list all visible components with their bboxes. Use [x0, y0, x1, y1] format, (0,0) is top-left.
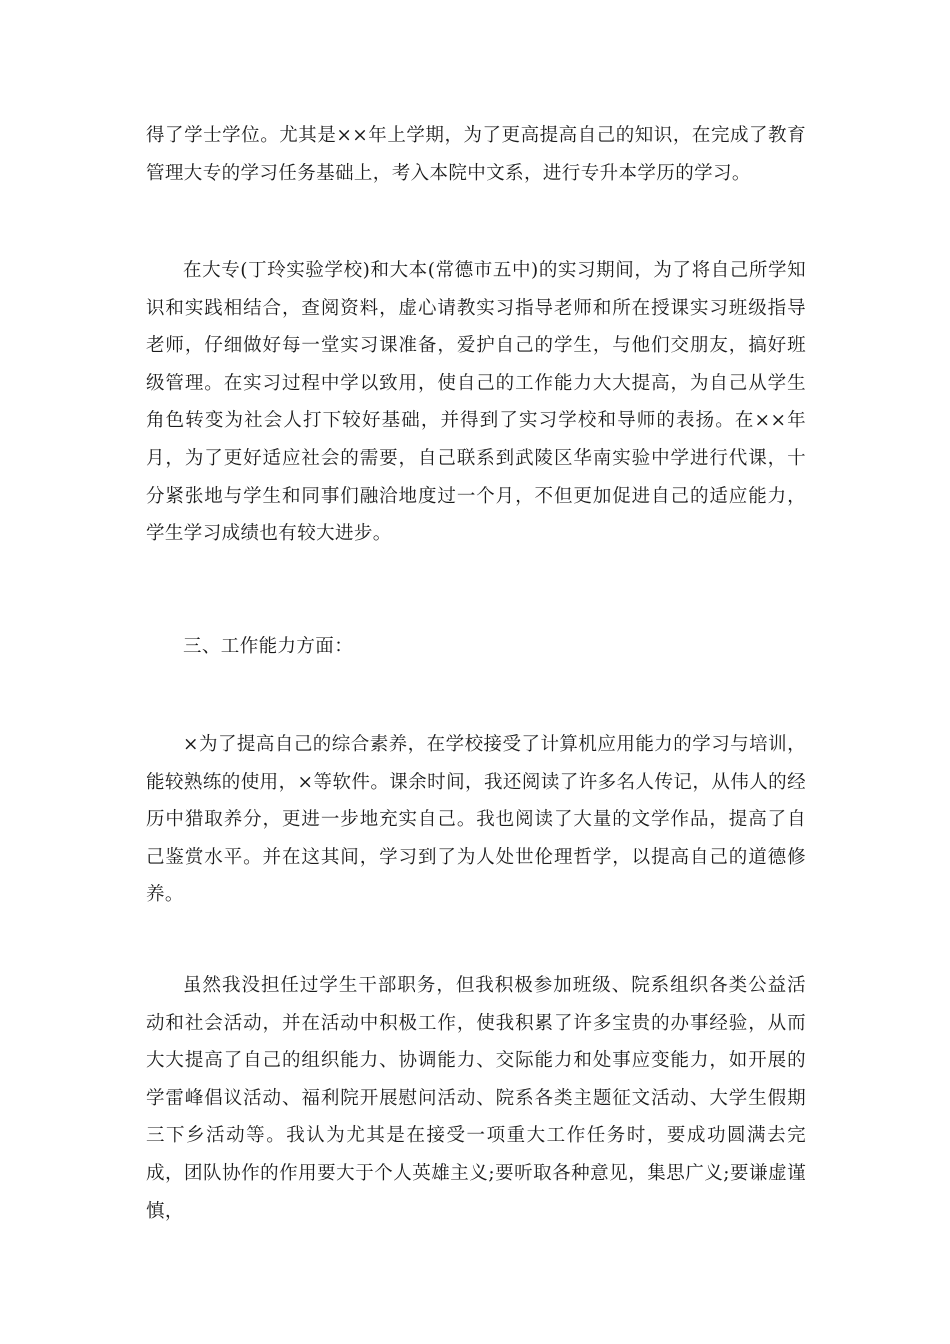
paragraph-computer-skills: ×为了提高自己的综合素养，在学校接受了计算机应用能力的学习与培训，能较熟练的使用，×等软件。课余时间，我还阅读了许多名人传记，从伟人的经历中猎取养分，更进一步地充实自己。我也阅读了大量的文学作品，提高了自己鉴赏水平。并在这其间，学习到了为人处世伦理哲学，以提高自己的道德修养。 [146, 734, 806, 906]
paragraph-internship: 在大专(丁玲实验学校)和大本(常德市五中)的实习期间，为了将自己所学知识和实践相结合，查阅资料，虚心请教实习指导老师和所在授课实习班级指导老师，仔细做好每一堂实习课准备，爱护自己的学生，与他们交朋友，搞好班级管理。在实习过程中学以致用，使自己的工作能力大大提高，为自己从学生角色转变为社会人打下较好基础，并得到了实习学校和导师的表扬。在××年月，为了更好适应社会的需要，自己联系到武陵区华南实验中学进行代课，十分紧张地与学生和同事们融洽地度过一个月，不但更加促进自己的适应能力，学生学习成绩也有较大进步。 [146, 260, 806, 545]
paragraph-activities: 虽然我没担任过学生干部职务，但我积极参加班级、院系组织各类公益活动和社会活动，并在活动中积极工作，使我积累了许多宝贵的办事经验，从而大大提高了自己的组织能力、协调能力、交际能力和处事应变能力，如开展的学雷峰倡议活动、福利院开展慰问活动、院系各类主题征文活动、大学生假期三下乡活动等。我认为尤其是在接受一项重大工作任务时，要成功圆满去完成，团队协作的作用要大于个人英雄主义;要听取各种意见，集思广义;要谦虚谨慎， [146, 975, 806, 1222]
paragraph-degree-continuation: 得了学士学位。尤其是××年上学期，为了更高提高自己的知识，在完成了教育管理大专的学习任务基础上，考入本院中文系，进行专升本学历的学习。 [146, 125, 806, 184]
section-heading-work-ability: 三、工作能力方面： [183, 636, 354, 657]
